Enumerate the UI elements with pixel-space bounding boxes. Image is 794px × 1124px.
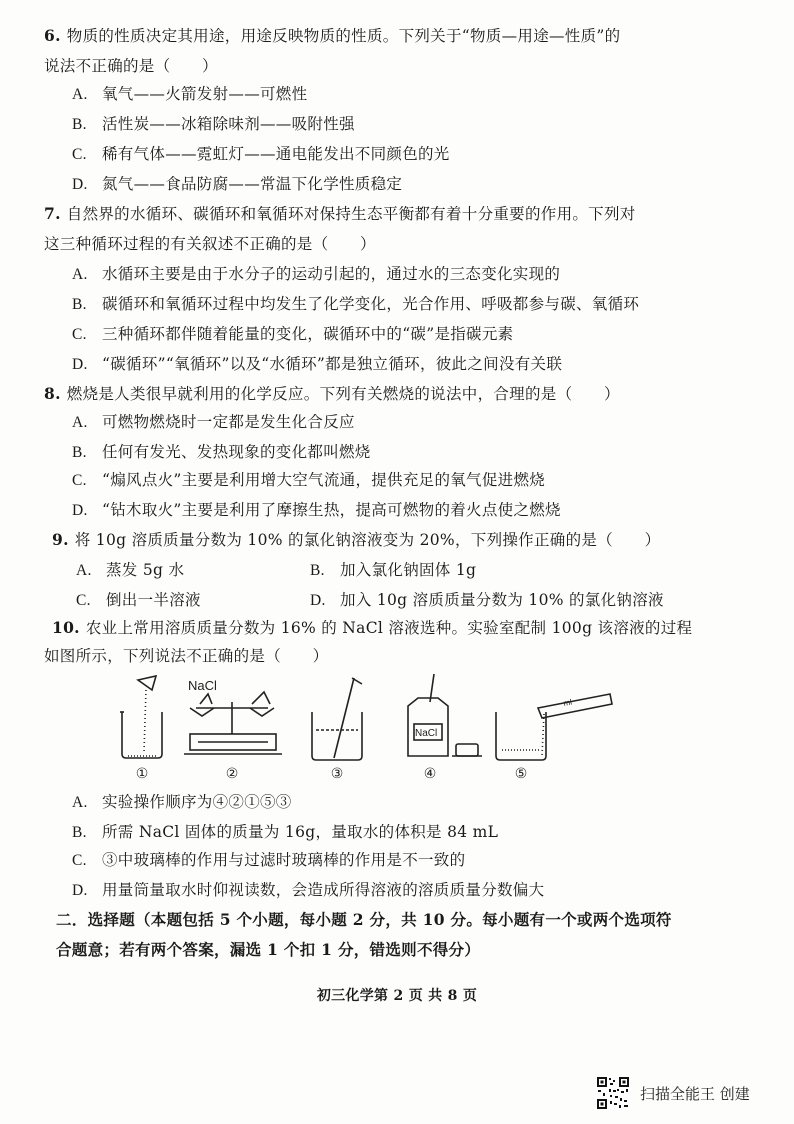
step-4-reagent-bottle-icon	[408, 674, 482, 756]
option-text: 碳循环和氧循环过程中均发生了化学变化，光合作用、呼吸都参与碳、氧循环	[102, 295, 640, 313]
question-text: 将 10g 溶质质量分数为 10% 的氯化钠溶液变为 20%，下列操作正确的是（ ）	[74, 531, 661, 549]
question-7-line-1	[44, 204, 636, 224]
question-number: 10.	[52, 618, 80, 637]
question-number: 7.	[44, 204, 61, 223]
question-text: 物质的性质决定其用途，用途反映物质的性质。下列关于“物质—用途—性质”的	[66, 27, 621, 45]
question-7-option-b	[72, 294, 639, 315]
option-text: 活性炭——冰箱除味剂——吸附性强	[102, 115, 355, 133]
option-label: A.	[76, 562, 92, 579]
option-text: 可燃物燃烧时一定都是发生化合反应	[102, 413, 355, 431]
step-2-label: ②	[225, 766, 239, 782]
question-8-line-1	[44, 384, 620, 404]
option-label: D.	[72, 176, 88, 193]
question-6-line-1	[44, 26, 620, 46]
step-3-stirring-icon	[312, 678, 362, 760]
bottle-label: NaCl	[415, 728, 438, 739]
option-label: D.	[72, 502, 88, 519]
question-9-option-d	[310, 590, 664, 611]
option-label: B.	[310, 562, 325, 579]
lab-procedure-diagram	[72, 672, 652, 784]
step-1-beaker-icon	[120, 676, 162, 758]
reagent-label: NaCl	[188, 678, 217, 693]
option-label: B.	[72, 824, 87, 841]
option-label: B.	[72, 444, 87, 461]
section-heading-line-2: 合题意；若有两个答案，漏选 1 个扣 1 分，错选则不得分）	[56, 940, 481, 959]
step-5-pouring-icon	[496, 694, 612, 760]
option-label: D.	[72, 356, 88, 373]
option-text: 蒸发 5g 水	[106, 561, 185, 579]
question-text: 自然界的水循环、碳循环和氧循环对保持生态平衡都有着十分重要的作用。下列对	[66, 205, 636, 223]
question-7-line-2: 这三种循环过程的有关叙述不正确的是（ ）	[44, 235, 376, 253]
option-label: C.	[72, 146, 87, 163]
question-6-option-b	[72, 114, 355, 135]
option-label: D.	[310, 592, 326, 609]
question-number: 8.	[44, 384, 61, 403]
question-number: 6.	[44, 26, 61, 45]
section-heading-line-1: 二．选择题（本题包括 5 个小题，每小题 2 分，共 10 分。每小题有一个或两个选项符	[56, 910, 672, 929]
option-text: 倒出一半溶液	[106, 591, 201, 609]
watermark-text: 扫描全能王 创建	[640, 1085, 750, 1103]
option-text: “碳循环”“氧循环”以及“水循环”都是独立循环，彼此之间没有关联	[102, 355, 563, 373]
option-text: 所需 NaCl 固体的质量为 16g，量取水的体积是 84 mL	[102, 823, 499, 841]
option-text: “煽风点火”主要是利用增大空气流通，提供充足的氧气促进燃烧	[102, 471, 546, 489]
question-6-option-a	[72, 84, 307, 105]
step-4-label: ④	[423, 766, 437, 782]
question-9-option-b	[310, 560, 476, 581]
question-number: 9.	[52, 530, 69, 549]
option-label: C.	[76, 592, 91, 609]
step-3-label: ③	[330, 766, 344, 782]
question-8-option-a	[72, 412, 355, 433]
question-7-option-c	[72, 324, 513, 345]
step-1-label: ①	[135, 766, 149, 782]
option-text: 氧气——火箭发射——可燃性	[102, 85, 308, 103]
option-label: A.	[72, 794, 88, 811]
question-10-option-d	[72, 880, 544, 901]
option-text: 加入 10g 溶质质量分数为 10% 的氯化钠溶液	[340, 591, 664, 609]
question-text: 农业上常用溶质质量分数为 16% 的 NaCl 溶液选种。实验室配制 100g 该溶液的过程	[85, 619, 693, 637]
question-10-option-b	[72, 822, 498, 843]
question-8-option-c	[72, 470, 545, 491]
option-text: 实验操作顺序为④②①⑤③	[102, 793, 292, 811]
option-text: 三种循环都伴随着能量的变化，碳循环中的“碳”是指碳元素	[102, 325, 514, 343]
option-label: C.	[72, 472, 87, 489]
option-text: 氮气——食品防腐——常温下化学性质稳定	[102, 175, 403, 193]
option-label: A.	[72, 266, 88, 283]
question-10-line-1	[52, 618, 692, 638]
question-7-option-d	[72, 354, 562, 375]
question-text: 燃烧是人类很早就利用的化学反应。下列有关燃烧的说法中，合理的是（ ）	[66, 385, 620, 403]
question-8-option-b	[72, 442, 371, 463]
option-label: B.	[72, 116, 87, 133]
qr-code-icon	[596, 1076, 630, 1110]
option-label: C.	[72, 852, 87, 869]
option-text: 水循环主要是由于水分子的运动引起的，通过水的三态变化实现的	[102, 265, 561, 283]
option-label: A.	[72, 414, 88, 431]
question-10-option-c	[72, 850, 465, 871]
question-9-option-c	[76, 590, 201, 611]
option-text: “钻木取火”主要是利用了摩擦生热，提高可燃物的着火点使之燃烧	[102, 501, 561, 519]
option-label: D.	[72, 882, 88, 899]
option-text: 加入氯化钠固体 1g	[340, 561, 477, 579]
option-text: 任何有发光、发热现象的变化都叫燃烧	[102, 443, 371, 461]
question-6-option-c	[72, 144, 450, 165]
option-text: 用量筒量取水时仰视读数，会造成所得溶液的溶质质量分数偏大	[102, 881, 545, 899]
option-label: B.	[72, 296, 87, 313]
question-6-option-d	[72, 174, 402, 195]
question-8-option-d	[72, 500, 561, 521]
option-label: C.	[72, 326, 87, 343]
option-label: A.	[72, 86, 88, 103]
cylinder-marks: ml	[562, 697, 573, 708]
step-2-balance-icon	[184, 692, 282, 754]
question-6-line-2: 说法不正确的是（ ）	[44, 57, 218, 75]
question-9-line-1	[52, 530, 660, 550]
question-7-option-a	[72, 264, 560, 285]
option-text: ③中玻璃棒的作用与过滤时玻璃棒的作用是不一致的	[102, 851, 466, 869]
option-text: 稀有气体——霓虹灯——通电能发出不同颜色的光	[102, 145, 450, 163]
page-footer: 初三化学第 2 页 共 8 页	[316, 988, 478, 1004]
lab-procedure-figure	[72, 672, 652, 784]
question-9-option-a	[76, 560, 184, 581]
question-10-option-a	[72, 792, 292, 813]
step-5-label: ⑤	[514, 766, 528, 782]
question-10-line-2: 如图所示，下列说法不正确的是（ ）	[44, 647, 329, 665]
scanner-watermark	[596, 1076, 776, 1110]
